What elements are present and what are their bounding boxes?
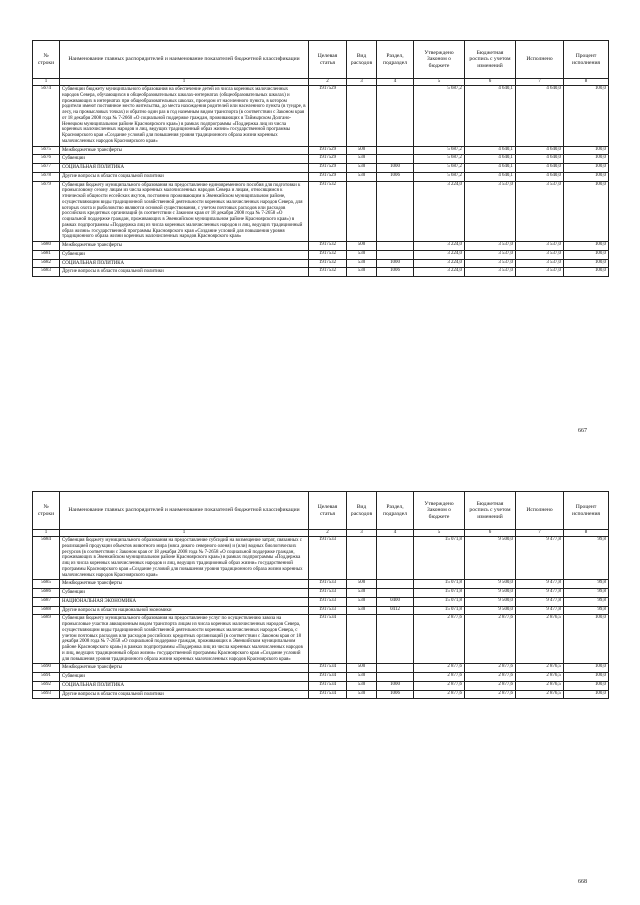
row-number: 5677 <box>33 164 60 173</box>
approved-amount: 3 224,0 <box>414 259 465 268</box>
executed-amount: 3 537,0 <box>516 259 564 268</box>
expense-type: 530 <box>347 155 377 164</box>
item-name: Субвенции бюджету муниципального образования на обеспечение детей из числа коренных малочисленных народов Севера, обучающихся в общеобразовательных школах-интернатах (общеобразовательных школах) и проживающих в интернатах при общеобразовательных школах, проездом от населенного пункта, в котором родители имеют постоянное место жительства, до места нахождения родителей или населенного пункта (в тундре, в лесу, на промысловых точках) и обратно один раз в год наземным видом транспорта (в соответствии с Законом края от 18 декабря 2008 года № 7-2660 «О социальной поддержке граждан, проживающих в Таймырском Долгано-Ненецком муниципальном районе Красноярского края») в рамках подпрограммы «Поддержка лиц из числа коренных малочисленных народов и лиц, ведущих традиционный образ жизни» государственной программы Красноярского края «Создание условий для повышения уровня традиционного образа жизни коренных малочисленных народов Красноярского края» <box>60 86 309 147</box>
target-article: 1917534 <box>309 673 347 682</box>
item-name: СОЦИАЛЬНАЯ ПОЛИТИКА <box>60 681 309 690</box>
col-num: 5 <box>414 79 465 86</box>
row-number: 5681 <box>33 250 60 259</box>
target-article: 1917529 <box>309 155 347 164</box>
target-article: 1917533 <box>309 606 347 615</box>
target-article: 1917533 <box>309 589 347 598</box>
header-percent: Процент исполнения <box>564 41 609 79</box>
expense-type <box>347 615 377 664</box>
executed-amount: 4 640,0 <box>516 155 564 164</box>
target-article: 1917532 <box>309 181 347 242</box>
execution-percent: 100,0 <box>564 164 609 173</box>
section-code <box>377 615 414 664</box>
expense-type: 530 <box>347 690 377 699</box>
row-number: 5674 <box>33 86 60 147</box>
header-target: Целевая статья <box>309 492 347 530</box>
col-num: 4 <box>377 79 414 86</box>
executed-amount: 4 640,0 <box>516 172 564 181</box>
col-num: 1 <box>33 79 60 86</box>
executed-amount: 2 876,5 <box>516 615 564 664</box>
table-row <box>33 673 609 682</box>
table-row <box>33 580 609 589</box>
execution-percent: 99,8 <box>564 597 609 606</box>
row-number: 5680 <box>33 242 60 251</box>
expense-type: 530 <box>347 606 377 615</box>
section-code: 1006 <box>377 172 414 181</box>
expense-type: 530 <box>347 673 377 682</box>
section-code <box>377 580 414 589</box>
section-code <box>377 664 414 673</box>
row-number: 5688 <box>33 606 60 615</box>
header-section: Раздел, подраздел <box>377 492 414 530</box>
section-code <box>377 155 414 164</box>
page-number: 668 <box>578 879 587 885</box>
approved-amount: 2 877,6 <box>414 681 465 690</box>
header-row-num: № строки <box>33 492 60 530</box>
target-article: 1917532 <box>309 259 347 268</box>
budget-list-amount: 2 877,6 <box>465 681 516 690</box>
section-code <box>377 250 414 259</box>
row-number: 5685 <box>33 580 60 589</box>
col-num: 3 <box>347 530 377 537</box>
approved-amount: 3 224,0 <box>414 181 465 242</box>
budget-list-amount: 2 877,6 <box>465 690 516 699</box>
budget-list-amount: 9 500,0 <box>465 597 516 606</box>
expense-type: 500 <box>347 664 377 673</box>
table-row <box>33 589 609 598</box>
table-row <box>33 259 609 268</box>
table-row <box>33 664 609 673</box>
expense-type <box>347 537 377 580</box>
col-num: 8 <box>564 530 609 537</box>
budget-list-amount: 4 640,1 <box>465 155 516 164</box>
item-name: Субвенции <box>60 589 309 598</box>
col-num: 6 <box>465 530 516 537</box>
row-number: 5691 <box>33 673 60 682</box>
target-article: 1917529 <box>309 172 347 181</box>
page-number: 667 <box>578 428 587 434</box>
expense-type: 530 <box>347 259 377 268</box>
header-executed: Исполнено <box>516 41 564 79</box>
target-article: 1917533 <box>309 597 347 606</box>
approved-amount: 15 071,8 <box>414 606 465 615</box>
item-name: Субвенция бюджету муниципального образования на предоставление услуг по осуществлению завоза на промысловые участки авиационным видом транспорта лицам из числа коренных малочисленных народов Севера, осуществляющим виды традиционной хозяйственной деятельности коренных малочисленных народов Севера, с учетом почтовых расходов или расходов российских кредитных организаций (в соответствии с Законом края от 18 декабря 2008 года № 7-2658 «О социальной поддержке граждан, проживающих в Эвенкийском муниципальном районе Красноярского края») в рамках подпрограммы «Поддержка лиц из числа коренных малочисленных народов и лиц, ведущих традиционный образ жизни» государственной программы Красноярского края «Создание условий для повышения уровня традиционного образа жизни коренных малочисленных народов Красноярского края» <box>60 615 309 664</box>
approved-amount: 15 071,8 <box>414 537 465 580</box>
executed-amount: 2 876,5 <box>516 681 564 690</box>
table-row <box>33 172 609 181</box>
header-name: Наименование главных распорядителей и наименование показателей бюджетной классификации <box>60 41 309 79</box>
col-num: 2 <box>309 79 347 86</box>
page-668 <box>0 452 640 905</box>
approved-amount: 3 224,0 <box>414 268 465 277</box>
item-name: Субвенция бюджету муниципального образования на предоставление единовременного пособия для подготовки к промысловому сезону лицам из числа коренных малочисленных народов Севера и лицам, относящимся к этнической общности ессейских якутов, постоянно проживающим в Эвенкийском муниципальном районе, осуществляющим виды традиционной хозяйственной деятельности коренных малочисленных народов Севера, для которых охота и рыболовство являются основой существования, с учетом почтовых расходов или расходов российских кредитных организаций (в соответствии с Законом края от 18 декабря 2008 года № 7-2658 «О социальной поддержке граждан, проживающих в Эвенкийском муниципальном районе Красноярского края») в рамках подпрограммы «Поддержка лиц из числа коренных малочисленных народов и лиц, ведущих традиционный образ жизни» государственной программы Красноярского края «Создание условий для повышения уровня традиционного образа жизни коренных малочисленных народов Красноярского края» <box>60 181 309 242</box>
table-row <box>33 164 609 173</box>
budget-list-amount: 9 500,0 <box>465 537 516 580</box>
approved-amount: 2 877,6 <box>414 615 465 664</box>
row-number: 5693 <box>33 690 60 699</box>
execution-percent: 99,8 <box>564 589 609 598</box>
section-code <box>377 86 414 147</box>
approved-amount: 15 071,8 <box>414 580 465 589</box>
header-exp-type: Вид расходов <box>347 492 377 530</box>
budget-list-amount: 4 640,1 <box>465 164 516 173</box>
budget-list-amount: 4 640,1 <box>465 172 516 181</box>
header-budget-list: Бюджетная роспись с учетом изменений <box>465 41 516 79</box>
row-number: 5676 <box>33 155 60 164</box>
approved-amount: 5 687,2 <box>414 155 465 164</box>
execution-percent: 100,0 <box>564 172 609 181</box>
target-article: 1917533 <box>309 537 347 580</box>
item-name: Межбюджетные трансферты <box>60 242 309 251</box>
row-number: 5683 <box>33 268 60 277</box>
table-row <box>33 606 609 615</box>
execution-percent: 100,0 <box>564 681 609 690</box>
row-number: 5687 <box>33 597 60 606</box>
target-article: 1917533 <box>309 580 347 589</box>
header-approved: Утверждено Законом о бюджете <box>414 492 465 530</box>
header-row-num: № строки <box>33 41 60 79</box>
table-row <box>33 86 609 147</box>
budget-list-amount: 3 537,0 <box>465 259 516 268</box>
header-approved: Утверждено Законом о бюджете <box>414 41 465 79</box>
target-article: 1917534 <box>309 681 347 690</box>
execution-percent: 99,8 <box>564 580 609 589</box>
expense-type: 530 <box>347 597 377 606</box>
section-code: 1006 <box>377 268 414 277</box>
executed-amount: 9 477,8 <box>516 597 564 606</box>
executed-amount: 3 537,0 <box>516 181 564 242</box>
approved-amount: 5 687,2 <box>414 172 465 181</box>
row-number: 5678 <box>33 172 60 181</box>
target-article: 1917534 <box>309 615 347 664</box>
item-name: Другие вопросы в области социальной политики <box>60 690 309 699</box>
header-row <box>33 492 609 530</box>
col-num: 5 <box>414 530 465 537</box>
table-row <box>33 537 609 580</box>
section-code <box>377 537 414 580</box>
page-667 <box>0 0 640 450</box>
approved-amount: 5 687,2 <box>414 146 465 155</box>
expense-type: 530 <box>347 589 377 598</box>
header-percent: Процент исполнения <box>564 492 609 530</box>
header-target: Целевая статья <box>309 41 347 79</box>
target-article: 1917529 <box>309 86 347 147</box>
col-num: 6 <box>465 79 516 86</box>
item-name: СОЦИАЛЬНАЯ ПОЛИТИКА <box>60 259 309 268</box>
item-name: СОЦИАЛЬНАЯ ПОЛИТИКА <box>60 164 309 173</box>
table-row <box>33 690 609 699</box>
header-budget-list: Бюджетная роспись с учетом изменений <box>465 492 516 530</box>
item-name: Межбюджетные трансферты <box>60 146 309 155</box>
expense-type: 500 <box>347 242 377 251</box>
approved-amount: 2 877,6 <box>414 673 465 682</box>
approved-amount: 3 224,0 <box>414 242 465 251</box>
table-row <box>33 268 609 277</box>
col-num: 8 <box>564 79 609 86</box>
target-article: 1917532 <box>309 250 347 259</box>
execution-percent: 99,8 <box>564 537 609 580</box>
execution-percent: 100,0 <box>564 259 609 268</box>
table-row <box>33 250 609 259</box>
execution-percent: 100,0 <box>564 690 609 699</box>
expense-type: 530 <box>347 164 377 173</box>
budget-list-amount: 9 500,0 <box>465 589 516 598</box>
section-code: 1000 <box>377 164 414 173</box>
executed-amount: 9 477,8 <box>516 606 564 615</box>
header-name: Наименование главных распорядителей и наименование показателей бюджетной классификации <box>60 492 309 530</box>
table-row <box>33 681 609 690</box>
budget-list-amount: 9 500,0 <box>465 580 516 589</box>
budget-list-amount: 3 537,0 <box>465 181 516 242</box>
budget-list-amount: 2 877,6 <box>465 673 516 682</box>
table-row <box>33 242 609 251</box>
section-code: 0400 <box>377 597 414 606</box>
budget-list-amount: 3 537,0 <box>465 268 516 277</box>
col-num: 3 <box>347 79 377 86</box>
expense-type <box>347 181 377 242</box>
approved-amount: 15 071,8 <box>414 597 465 606</box>
col-num: 7 <box>516 79 564 86</box>
approved-amount: 5 687,2 <box>414 86 465 147</box>
execution-percent: 100,0 <box>564 242 609 251</box>
column-number-row <box>33 530 609 537</box>
approved-amount: 5 687,2 <box>414 164 465 173</box>
budget-list-amount: 3 537,0 <box>465 250 516 259</box>
row-number: 5692 <box>33 681 60 690</box>
section-code: 1006 <box>377 690 414 699</box>
target-article: 1917529 <box>309 146 347 155</box>
approved-amount: 15 071,8 <box>414 589 465 598</box>
section-code <box>377 146 414 155</box>
execution-percent: 100,0 <box>564 664 609 673</box>
budget-list-amount: 2 877,6 <box>465 664 516 673</box>
header-section: Раздел, подраздел <box>377 41 414 79</box>
expense-type: 530 <box>347 172 377 181</box>
item-name: Межбюджетные трансферты <box>60 664 309 673</box>
executed-amount: 9 477,8 <box>516 580 564 589</box>
table-row <box>33 597 609 606</box>
table-row <box>33 181 609 242</box>
section-code: 1000 <box>377 681 414 690</box>
col-num: 1 <box>60 79 309 86</box>
executed-amount: 3 537,0 <box>516 250 564 259</box>
executed-amount: 9 477,8 <box>516 589 564 598</box>
header-executed: Исполнено <box>516 492 564 530</box>
executed-amount: 3 537,0 <box>516 242 564 251</box>
section-code <box>377 242 414 251</box>
row-number: 5690 <box>33 664 60 673</box>
col-num: 1 <box>60 530 309 537</box>
col-num: 7 <box>516 530 564 537</box>
expense-type <box>347 86 377 147</box>
item-name: Другие вопросы в области национальной экономики <box>60 606 309 615</box>
row-number: 5684 <box>33 537 60 580</box>
budget-list-amount: 3 537,0 <box>465 242 516 251</box>
budget-list-amount: 4 640,1 <box>465 146 516 155</box>
executed-amount: 2 876,5 <box>516 673 564 682</box>
table-row <box>33 615 609 664</box>
approved-amount: 3 224,0 <box>414 250 465 259</box>
executed-amount: 4 640,0 <box>516 86 564 147</box>
execution-percent: 100,0 <box>564 181 609 242</box>
execution-percent: 99,8 <box>564 606 609 615</box>
executed-amount: 2 876,5 <box>516 664 564 673</box>
item-name: Субвенции <box>60 155 309 164</box>
table-row <box>33 155 609 164</box>
expense-type: 530 <box>347 681 377 690</box>
budget-list-amount: 9 500,0 <box>465 606 516 615</box>
col-num: 1 <box>33 530 60 537</box>
section-code: 1000 <box>377 259 414 268</box>
item-name: Субвенция бюджету муниципального образования на предоставление субсидий на возмещение затрат, связанных с реализацией продукции объектов животного мира (мяса дикого северного оленя) и (или) водных биологических ресурсов (в соответствии с Законом края от 18 декабря 2008 года № 7-2658 «О социальной поддержке граждан, проживающих в Эвенкийском муниципальном районе Красноярского края») в рамках подпрограммы «Поддержка лиц из числа коренных малочисленных народов и лиц, ведущих традиционный образ жизни» государственной программы Красноярского края «Создание условий для повышения уровня традиционного образа жизни коренных малочисленных народов Красноярского края» <box>60 537 309 580</box>
section-code <box>377 589 414 598</box>
row-number: 5675 <box>33 146 60 155</box>
section-code <box>377 673 414 682</box>
item-name: Межбюджетные трансферты <box>60 580 309 589</box>
expense-type: 500 <box>347 580 377 589</box>
execution-percent: 100,0 <box>564 146 609 155</box>
target-article: 1917532 <box>309 268 347 277</box>
executed-amount: 2 876,5 <box>516 690 564 699</box>
execution-percent: 100,0 <box>564 268 609 277</box>
execution-percent: 100,0 <box>564 250 609 259</box>
budget-table-page-667 <box>32 40 609 277</box>
header-row <box>33 41 609 79</box>
row-number: 5679 <box>33 181 60 242</box>
target-article: 1917534 <box>309 690 347 699</box>
item-name: Субвенции <box>60 250 309 259</box>
row-number: 5689 <box>33 615 60 664</box>
execution-percent: 100,0 <box>564 86 609 147</box>
section-code <box>377 181 414 242</box>
executed-amount: 4 640,0 <box>516 146 564 155</box>
row-number: 5686 <box>33 589 60 598</box>
item-name: НАЦИОНАЛЬНАЯ ЭКОНОМИКА <box>60 597 309 606</box>
target-article: 1917529 <box>309 164 347 173</box>
column-number-row <box>33 79 609 86</box>
execution-percent: 100,0 <box>564 673 609 682</box>
approved-amount: 2 877,6 <box>414 690 465 699</box>
executed-amount: 4 640,0 <box>516 164 564 173</box>
executed-amount: 9 477,8 <box>516 537 564 580</box>
item-name: Субвенции <box>60 673 309 682</box>
table-row <box>33 146 609 155</box>
item-name: Другие вопросы в области социальной политики <box>60 172 309 181</box>
execution-percent: 100,0 <box>564 615 609 664</box>
col-num: 2 <box>309 530 347 537</box>
budget-table-page-668 <box>32 491 609 699</box>
target-article: 1917532 <box>309 242 347 251</box>
col-num: 4 <box>377 530 414 537</box>
expense-type: 500 <box>347 146 377 155</box>
execution-percent: 100,0 <box>564 155 609 164</box>
expense-type: 530 <box>347 250 377 259</box>
approved-amount: 2 877,6 <box>414 664 465 673</box>
target-article: 1917534 <box>309 664 347 673</box>
row-number: 5682 <box>33 259 60 268</box>
executed-amount: 3 537,0 <box>516 268 564 277</box>
section-code: 0412 <box>377 606 414 615</box>
item-name: Другие вопросы в области социальной политики <box>60 268 309 277</box>
header-exp-type: Вид расходов <box>347 41 377 79</box>
budget-list-amount: 4 640,1 <box>465 86 516 147</box>
expense-type: 530 <box>347 268 377 277</box>
budget-list-amount: 2 877,6 <box>465 615 516 664</box>
